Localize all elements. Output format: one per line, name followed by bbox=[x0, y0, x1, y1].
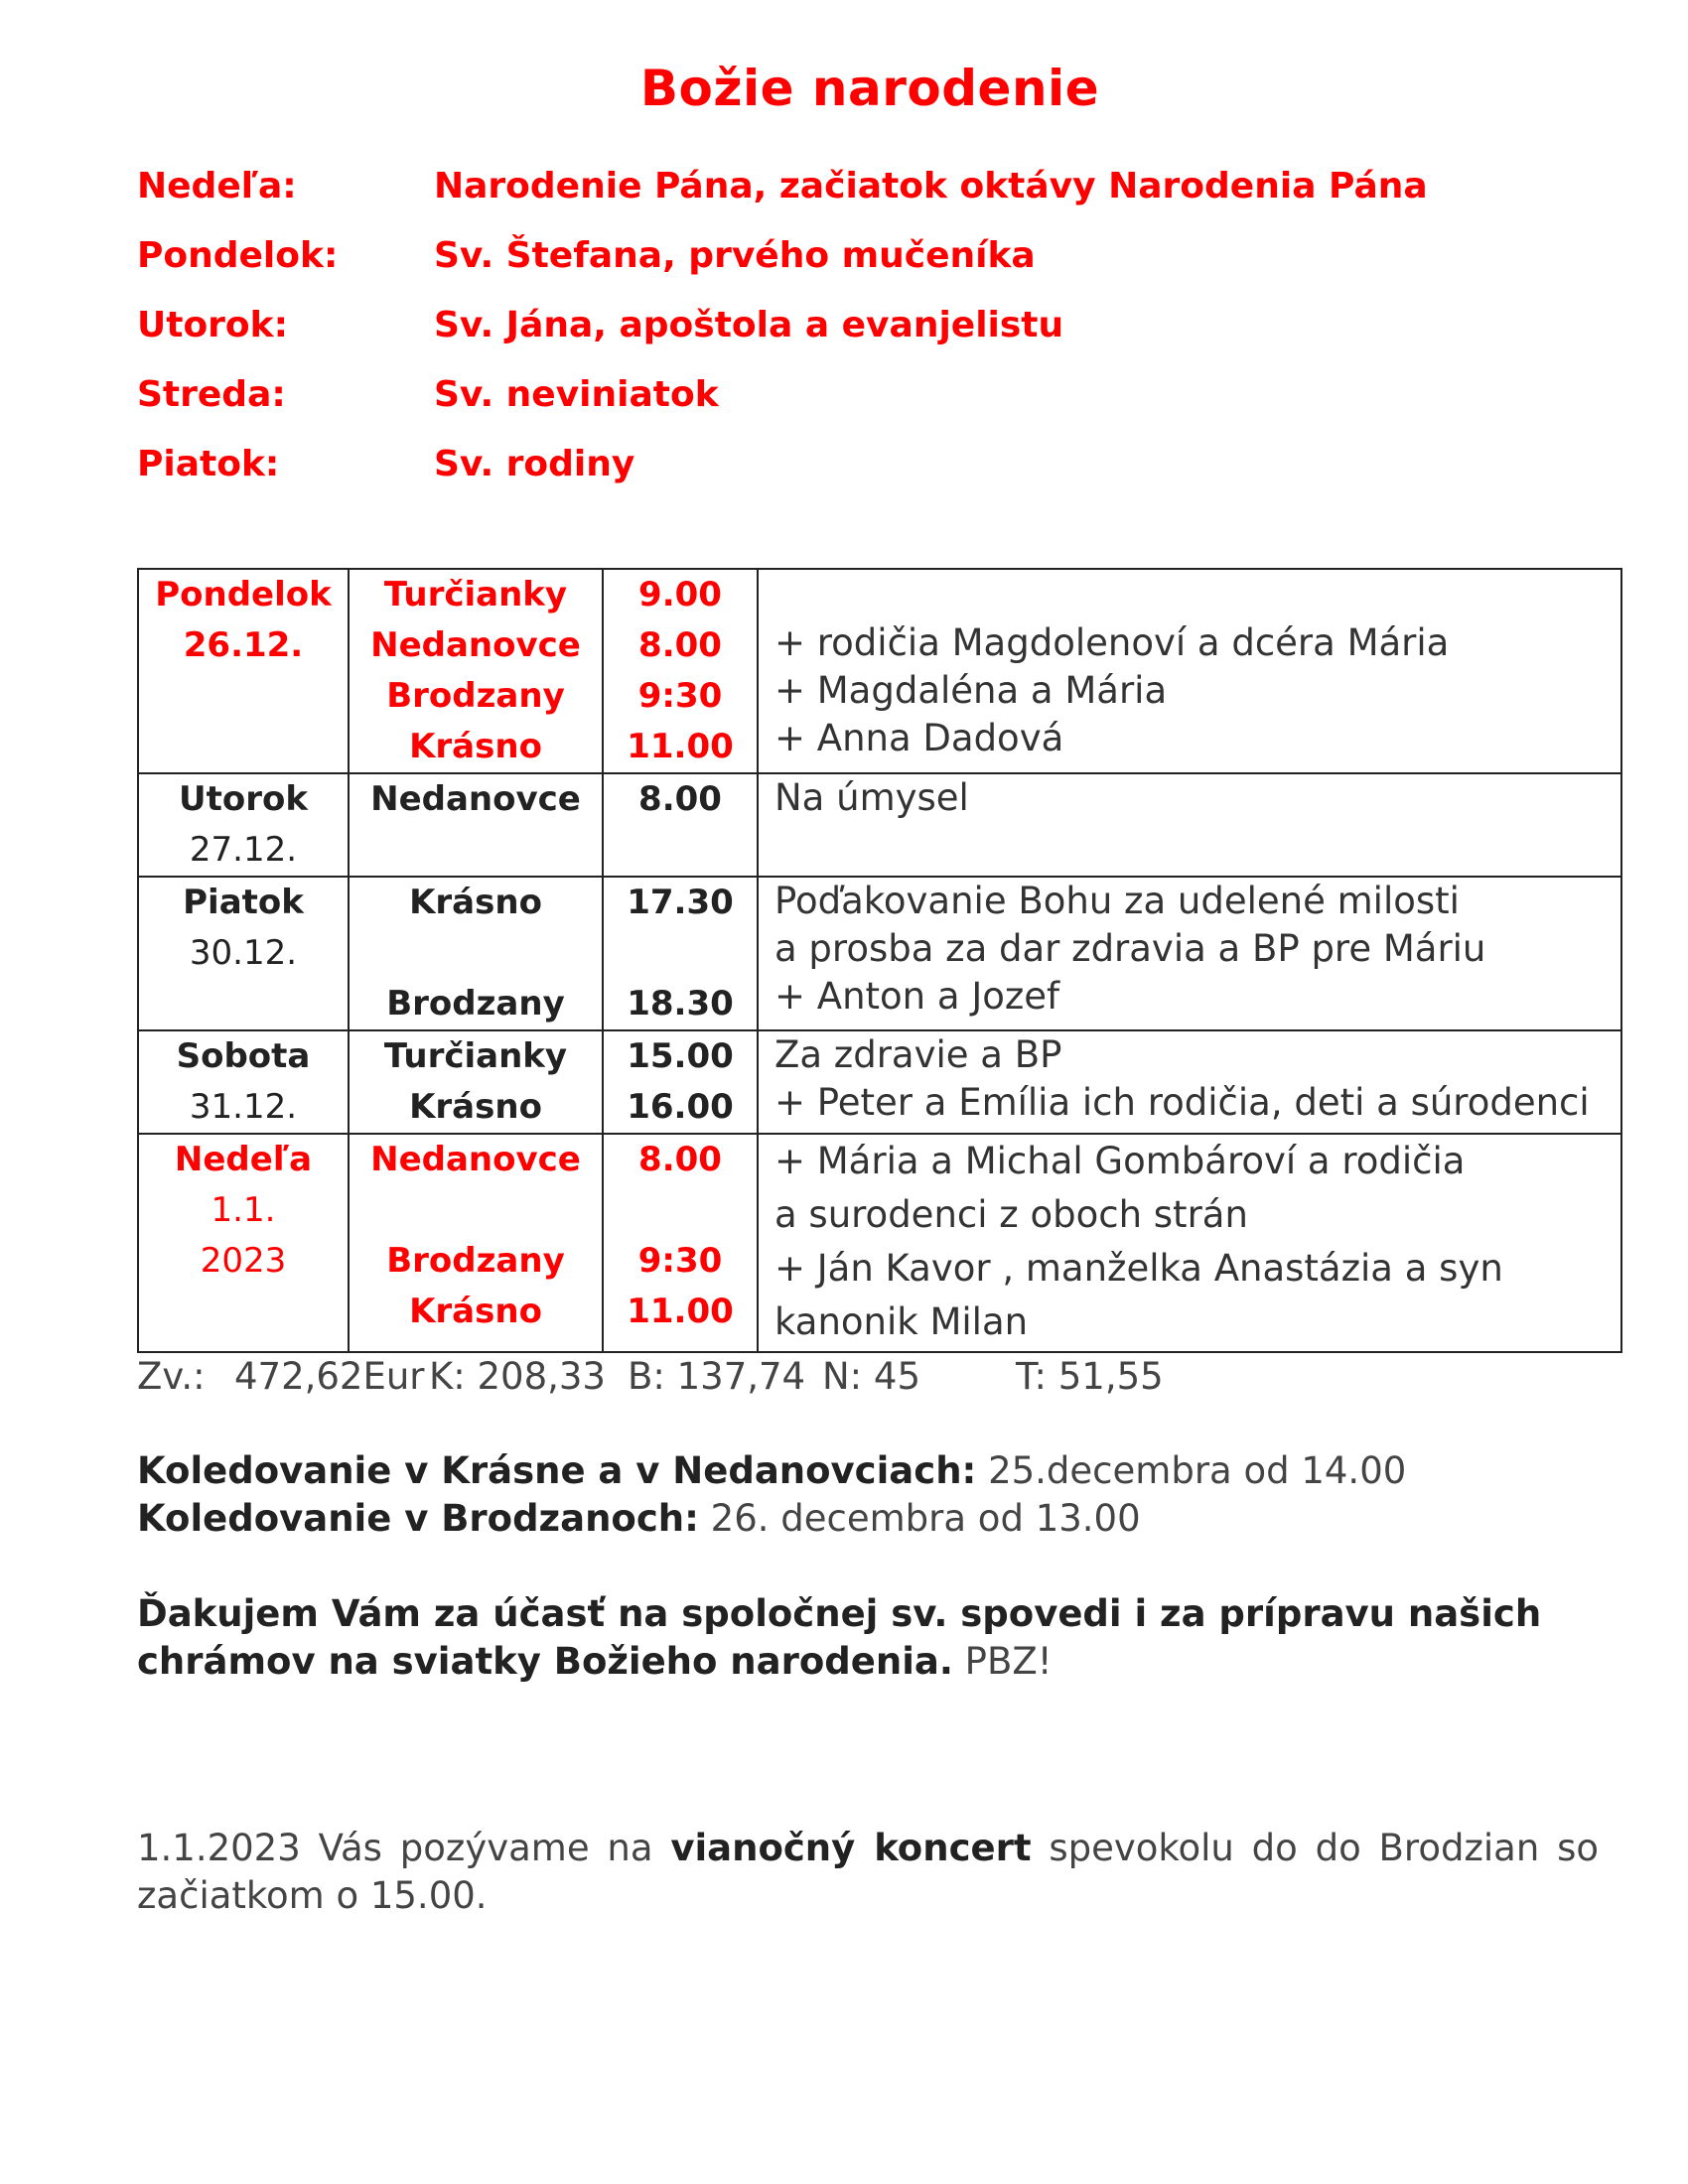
feast-row bbox=[137, 220, 1428, 290]
intention-line: + Anton a Jozef bbox=[774, 975, 1060, 1018]
spacer bbox=[774, 570, 1620, 619]
day-name: Pondelok bbox=[155, 575, 332, 614]
place-cell bbox=[349, 773, 603, 877]
day-year: 2023 bbox=[200, 1241, 287, 1281]
day-date: 26.12. bbox=[183, 625, 304, 665]
concert-post: spevokolu do do Brodzian so začiatkom o 15.00. bbox=[137, 1827, 1600, 1917]
day-name: Nedeľa bbox=[174, 1140, 313, 1179]
feast-name: Sv. neviniatok bbox=[434, 373, 719, 415]
intention-line: Na úmysel bbox=[774, 776, 969, 819]
mass-time: 8.00 bbox=[638, 779, 722, 819]
place-name: Brodzany bbox=[386, 1241, 565, 1281]
caroling-label: Koledovanie v Brodzanoch: bbox=[137, 1497, 699, 1540]
place-cell bbox=[349, 569, 603, 773]
mass-time: 8.00 bbox=[638, 625, 722, 665]
mass-time: 16.00 bbox=[627, 1087, 734, 1127]
place-name: Krásno bbox=[409, 1087, 542, 1127]
time-cell bbox=[603, 569, 758, 773]
mass-time: 9:30 bbox=[637, 676, 723, 716]
place-name: Brodzany bbox=[386, 676, 565, 716]
day-name: Piatok bbox=[183, 883, 304, 922]
intention-line: Za zdravie a BP bbox=[774, 1033, 1062, 1076]
mass-time: 11.00 bbox=[627, 1292, 734, 1331]
mass-time: 9.00 bbox=[638, 575, 722, 614]
table-row bbox=[138, 877, 1621, 1030]
feast-name: Sv. Jána, apoštola a evanjelistu bbox=[434, 304, 1064, 345]
place-name: Nedanovce bbox=[370, 625, 581, 665]
collections-summary bbox=[137, 1355, 1164, 1398]
page-title: Božie narodenie bbox=[639, 60, 1100, 117]
time-cell bbox=[603, 1030, 758, 1134]
caroling-info bbox=[137, 1447, 1406, 1543]
day-date: 30.12. bbox=[189, 933, 298, 973]
collection-t: T: 51,55 bbox=[1016, 1355, 1164, 1398]
intention-cell bbox=[758, 773, 1621, 877]
feast-day: Pondelok: bbox=[137, 234, 339, 276]
mass-time: 8.00 bbox=[638, 1140, 722, 1179]
feast-day: Piatok: bbox=[137, 443, 280, 484]
intention-cell bbox=[758, 1134, 1621, 1352]
concert-paragraph bbox=[137, 1825, 1599, 1920]
mass-time: 9:30 bbox=[637, 1241, 723, 1281]
place-cell bbox=[349, 1134, 603, 1352]
table-row bbox=[138, 569, 1621, 773]
feast-day: Streda: bbox=[137, 373, 286, 415]
caroling-text: 26. decembra od 13.00 bbox=[698, 1497, 1141, 1540]
place-name: Nedanovce bbox=[370, 779, 581, 819]
day-cell bbox=[138, 1134, 349, 1352]
feast-row bbox=[137, 290, 1428, 359]
intention-line: Poďakovanie Bohu za udelené milosti bbox=[774, 880, 1460, 922]
feast-name: Sv. rodiny bbox=[434, 443, 635, 484]
spacer bbox=[350, 928, 602, 979]
caroling-line bbox=[137, 1447, 1406, 1495]
place-name: Turčianky bbox=[383, 1036, 568, 1076]
caroling-line bbox=[137, 1495, 1406, 1543]
spacer bbox=[350, 1185, 602, 1236]
feast-row bbox=[137, 359, 1428, 429]
table-row bbox=[138, 1134, 1621, 1352]
place-cell bbox=[349, 1030, 603, 1134]
concert-pre: 1.1.2023 Vás pozývame na bbox=[137, 1827, 671, 1869]
feast-day: Utorok: bbox=[137, 304, 288, 345]
mass-time: 18.30 bbox=[627, 984, 734, 1024]
day-date: 27.12. bbox=[189, 830, 298, 870]
day-cell bbox=[138, 1030, 349, 1134]
collection-b: B: 137,74 bbox=[628, 1355, 806, 1398]
intention-cell bbox=[758, 877, 1621, 1030]
table-row bbox=[138, 1030, 1621, 1134]
feast-list bbox=[137, 151, 1428, 498]
intention-line: + Anna Dadová bbox=[774, 717, 1064, 759]
intention-line: + Mária a Michal Gombároví a rodičia bbox=[774, 1140, 1466, 1182]
intention-line: a prosba za dar zdravia a BP pre Máriu bbox=[774, 927, 1486, 970]
table-row bbox=[138, 773, 1621, 877]
collections-total: 472,62Eur bbox=[234, 1355, 425, 1398]
place-name: Krásno bbox=[409, 883, 542, 922]
caroling-text: 25.decembra od 14.00 bbox=[976, 1449, 1407, 1492]
mass-time: 15.00 bbox=[627, 1036, 734, 1076]
day-cell bbox=[138, 773, 349, 877]
place-name: Krásno bbox=[409, 727, 542, 766]
feast-name: Sv. Štefana, prvého mučeníka bbox=[434, 234, 1036, 276]
intention-line: + Ján Kavor , manželka Anastázia a syn bbox=[774, 1247, 1503, 1290]
spacer bbox=[604, 1185, 757, 1236]
mass-schedule-table bbox=[137, 568, 1622, 1353]
intention-cell bbox=[758, 569, 1621, 773]
place-cell bbox=[349, 877, 603, 1030]
feast-name: Narodenie Pána, začiatok oktávy Narodenia Pána bbox=[434, 165, 1428, 206]
time-cell bbox=[603, 773, 758, 877]
mass-time: 17.30 bbox=[627, 883, 734, 922]
place-name: Brodzany bbox=[386, 984, 565, 1024]
day-date: 31.12. bbox=[189, 1087, 298, 1127]
intention-line: + Magdaléna a Mária bbox=[774, 669, 1168, 712]
intention-line: a surodenci z oboch strán bbox=[774, 1193, 1248, 1236]
day-date: 1.1. bbox=[211, 1190, 276, 1230]
thanks-bold: Ďakujem Vám za účasť na spoločnej sv. spovedi i za prípravu našich chrámov na sviatky Božieho narodenia. bbox=[137, 1592, 1542, 1683]
caroling-label: Koledovanie v Krásne a v Nedanovciach: bbox=[137, 1449, 977, 1492]
concert-bold: vianočný koncert bbox=[670, 1827, 1032, 1869]
collection-k: K: 208,33 bbox=[429, 1355, 606, 1398]
place-name: Turčianky bbox=[383, 575, 568, 614]
spacer bbox=[604, 928, 757, 979]
feast-row bbox=[137, 429, 1428, 498]
intention-cell bbox=[758, 1030, 1621, 1134]
place-name: Nedanovce bbox=[370, 1140, 581, 1179]
feast-day: Nedeľa: bbox=[137, 165, 297, 206]
time-cell bbox=[603, 877, 758, 1030]
intention-line: kanonik Milan bbox=[774, 1300, 1029, 1343]
collection-n: N: 45 bbox=[822, 1355, 920, 1398]
thanks-tail: PBZ! bbox=[952, 1640, 1053, 1683]
collections-label: Zv.: bbox=[137, 1355, 206, 1398]
day-name: Sobota bbox=[176, 1036, 311, 1076]
feast-row bbox=[137, 151, 1428, 220]
mass-time: 11.00 bbox=[627, 727, 734, 766]
day-cell bbox=[138, 877, 349, 1030]
time-cell bbox=[603, 1134, 758, 1352]
place-name: Krásno bbox=[409, 1292, 542, 1331]
intention-line: + rodičia Magdolenoví a dcéra Mária bbox=[774, 621, 1450, 664]
day-name: Utorok bbox=[179, 779, 308, 819]
intention-line: + Peter a Emília ich rodičia, deti a súrodenci bbox=[774, 1081, 1590, 1124]
day-cell bbox=[138, 569, 349, 773]
thanks-paragraph bbox=[137, 1590, 1607, 1686]
